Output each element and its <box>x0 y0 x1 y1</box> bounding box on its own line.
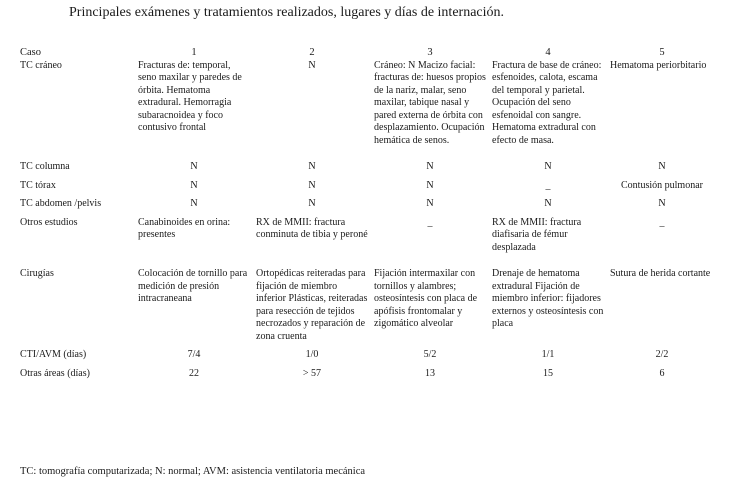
cell: Fractura de base de cráneo: esfenoides, calota, escama del temporal y parietal. Ocupación del seno esfenoidal con sangre. Hematoma extradural con efecto de masa. <box>492 59 602 146</box>
header-case-1: 1 <box>191 47 197 58</box>
cell: Colocación de tornillo para medición de presión intracraneana <box>138 268 248 304</box>
cell: N <box>308 161 316 172</box>
cell: RX de MMII: fractura conminuta de tibia y peroné <box>256 216 368 240</box>
cell: Cráneo: N Macizo facial: fracturas de: huesos propios de la nariz, malar, seno maxilar, tabique nasal y pared externa de órbita con desplazamiento. Ocupación hemática de senos. <box>374 59 486 146</box>
row-tc-columna <box>16 161 716 180</box>
cell: N <box>658 161 666 172</box>
row-label: Cirugías <box>20 268 54 279</box>
header-case-5: 5 <box>659 47 665 58</box>
cell: 13 <box>425 367 435 379</box>
cell: RX de MMII: fractura diafisaria de fémur desplazada <box>492 216 582 253</box>
cell: N <box>544 198 552 209</box>
cell: Ortopédicas reiteradas para fijación de miembro inferior Plásticas, reiteradas para resección de tejidos necrozados y reparación de zona cruenta <box>256 268 368 342</box>
header-row <box>16 47 716 60</box>
results-table <box>16 47 716 380</box>
header-case-3: 3 <box>427 47 433 58</box>
cell: Drenaje de hematoma extradural Fijación de miembro inferior: fijadores externos y osteosíntesis con placa <box>492 268 604 329</box>
cell: 1/1 <box>541 349 555 360</box>
cell: 7/4 <box>187 349 201 360</box>
footnote: TC: tomografía computarizada; N: normal; AVM: asistencia ventilatoria mecánica <box>20 466 366 477</box>
cell: N <box>426 198 434 209</box>
row-label: Otras áreas (días) <box>20 367 90 379</box>
row-tc-abdomen <box>16 198 716 217</box>
row-tc-torax <box>16 180 716 199</box>
cell: N <box>190 161 198 172</box>
row-label: TC abdomen /pelvis <box>20 198 102 209</box>
header-case-2: 2 <box>309 47 315 58</box>
cell: N <box>426 179 434 191</box>
row-cirugias <box>16 268 716 349</box>
cell: N <box>544 161 552 172</box>
cell: N <box>308 179 316 191</box>
cell: 5/2 <box>423 349 437 360</box>
cell: _ <box>545 179 551 191</box>
cell: N <box>308 59 316 71</box>
row-label: TC columna <box>20 161 70 172</box>
cell: 22 <box>189 367 199 379</box>
table-title: Principales exámenes y tratamientos realizados, lugares y días de internación. <box>69 5 505 20</box>
row-label: TC cráneo <box>20 59 62 71</box>
row-label: CTI/AVM (días) <box>20 349 87 360</box>
cell: 15 <box>543 367 553 379</box>
row-label: Otros estudios <box>20 216 78 228</box>
header-caso: Caso <box>20 47 41 58</box>
row-tc-craneo <box>16 60 716 162</box>
cell: Sutura de herida cortante <box>610 268 711 279</box>
row-otros-estudios <box>16 217 716 269</box>
cell: N <box>190 179 198 191</box>
cell: N <box>426 161 434 172</box>
cell: Hematoma periorbitario <box>610 59 707 71</box>
cell: Contusión pulmonar <box>621 179 703 191</box>
cell: 1/0 <box>305 349 319 360</box>
header-case-4: 4 <box>545 47 551 58</box>
cell: N <box>190 198 198 209</box>
cell: 6 <box>659 367 665 379</box>
cell: Fijación intermaxilar con tornillos y alambres; osteosíntesis con placa de apófisis frontomalar y zigomático alveolar <box>374 268 478 329</box>
row-cti-avm <box>16 349 716 368</box>
cell: N <box>308 198 316 209</box>
cell: N <box>658 198 666 209</box>
cell: Fracturas de: temporal, seno maxilar y paredes de órbita. Hematoma extradural. Hemorragia subaracnoidea y foco contusivo frontal <box>138 59 242 133</box>
cell: _ <box>659 216 665 228</box>
cell: Canabinoides en orina: presentes <box>138 216 231 240</box>
row-label: TC tórax <box>20 179 56 191</box>
cell: 2/2 <box>655 349 669 360</box>
row-otras-areas <box>16 368 716 381</box>
cell: _ <box>427 216 433 228</box>
cell: > 57 <box>302 367 322 379</box>
